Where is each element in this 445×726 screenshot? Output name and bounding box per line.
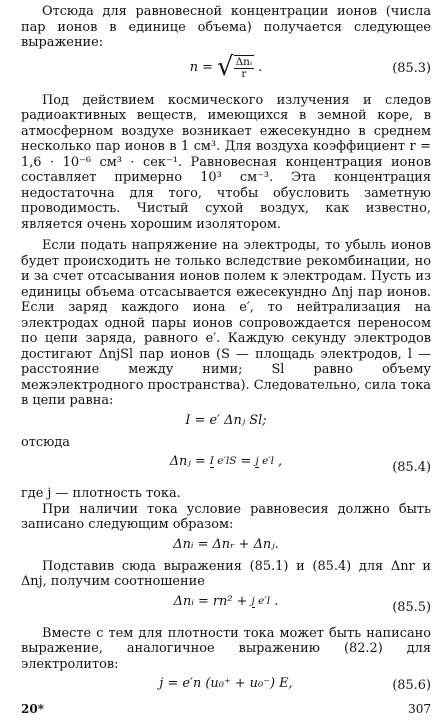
equation-85-6 [21, 672, 431, 698]
paragraph-3: Если подать напряжение на электроды, то убыль ионов будет происходить не только вследствие рекомбинации, но и за счет отсасывания ионов полем к электродам. Пусть из единицы объема отсасывается ежесекундно Δnj пар ионов. Если заряд каждого иона e′, то нейтрализация на электродах одной пары ионов сопровождается переносом по цепи заряда, равного e′. Каждую секунду электродов достигают ΔnjSl пар ионов (S — площадь электродов, l — расстояние между ними; Sl равно объему межэлектродного пространства). Следовательно, сила тока в цепи равна: [21, 238, 431, 408]
fraction-numerator: I [209, 455, 214, 467]
equation-balance [21, 533, 431, 559]
equation-85-4 [21, 450, 431, 486]
equation-number: (85.4) [392, 460, 431, 475]
fraction [210, 456, 237, 467]
fraction-denominator: r [241, 67, 247, 80]
equation-tail: . [274, 593, 279, 609]
equation-number: (85.5) [392, 599, 431, 615]
fraction-numerator: Δnᵢ [235, 55, 253, 68]
square-root [217, 51, 254, 82]
equation-number: (85.6) [392, 678, 431, 693]
fraction-numerator: j [255, 455, 259, 467]
equation-tail: , [278, 454, 283, 469]
equation-lhs: n = [189, 59, 213, 75]
paragraph-2: Под действием космического излучения и следов радиоактивных веществ, имеющихся в земной коре, в атмосферном воздухе возникает ежесекундно в среднем несколько пар ионов в 1 см³. Для воздуха коэффициент r = 1,6 · 10⁻⁶ см³ · сек⁻¹. Равновесная концентрация ионов составляет примерно 10³ см⁻³. Эта концентрация недостаточна для того, чтобы обусловить заметную проводимость. Чистый сухой воздух, как известно, является очень хорошим изолятором. [21, 92, 431, 232]
page-footer [21, 702, 431, 718]
equation-lhs: Δnⱼ = [169, 454, 206, 469]
paragraph-equilibrium: При наличии тока условие равновесия должно быть записано следующим образом: [21, 501, 431, 532]
equation-85-3 [21, 51, 431, 87]
radical-sign-icon: √ [217, 51, 234, 82]
equation-number: (85.3) [392, 60, 431, 76]
fraction-denominator: e′l [262, 455, 275, 467]
paragraph-density: Вместе с тем для плотности тока может быть написано выражение, аналогичное выражению (82.2) для электролитов: [21, 625, 431, 672]
page-number: 307 [408, 702, 431, 716]
fraction-numerator: j [251, 594, 255, 607]
equation-text: I = e′ Δnⱼ Sl; [185, 412, 267, 428]
fraction [234, 57, 254, 80]
equation-lhs: Δnᵢ = rn² + [173, 593, 248, 609]
fraction [255, 456, 274, 467]
equation-current [21, 409, 431, 435]
paragraph-hence: отсюда [21, 434, 70, 450]
fraction [252, 596, 271, 607]
fraction-denominator: e′l [258, 594, 271, 607]
fraction-denominator: e′lS [217, 455, 237, 467]
equation-text: Δnᵢ = Δnᵣ + Δnⱼ. [173, 536, 279, 552]
paragraph-where: где j — плотность тока. [21, 486, 181, 501]
paragraph-substitute: Подставив сюда выражения (85.1) и (85.4) для Δnr и Δnj, получим соотношение [21, 558, 431, 589]
signature-mark: 20* [21, 702, 44, 716]
equation-85-5 [21, 590, 431, 626]
equation-tail: . [258, 59, 263, 75]
equals-sign: = [240, 454, 252, 469]
paragraph-1: Отсюда для равновесной концентрации ионов (числа пар ионов в единице объема) получается следующее выражение: [21, 4, 431, 50]
equation-text: j = e′n (u₀⁺ + u₀⁻) E, [159, 676, 293, 691]
